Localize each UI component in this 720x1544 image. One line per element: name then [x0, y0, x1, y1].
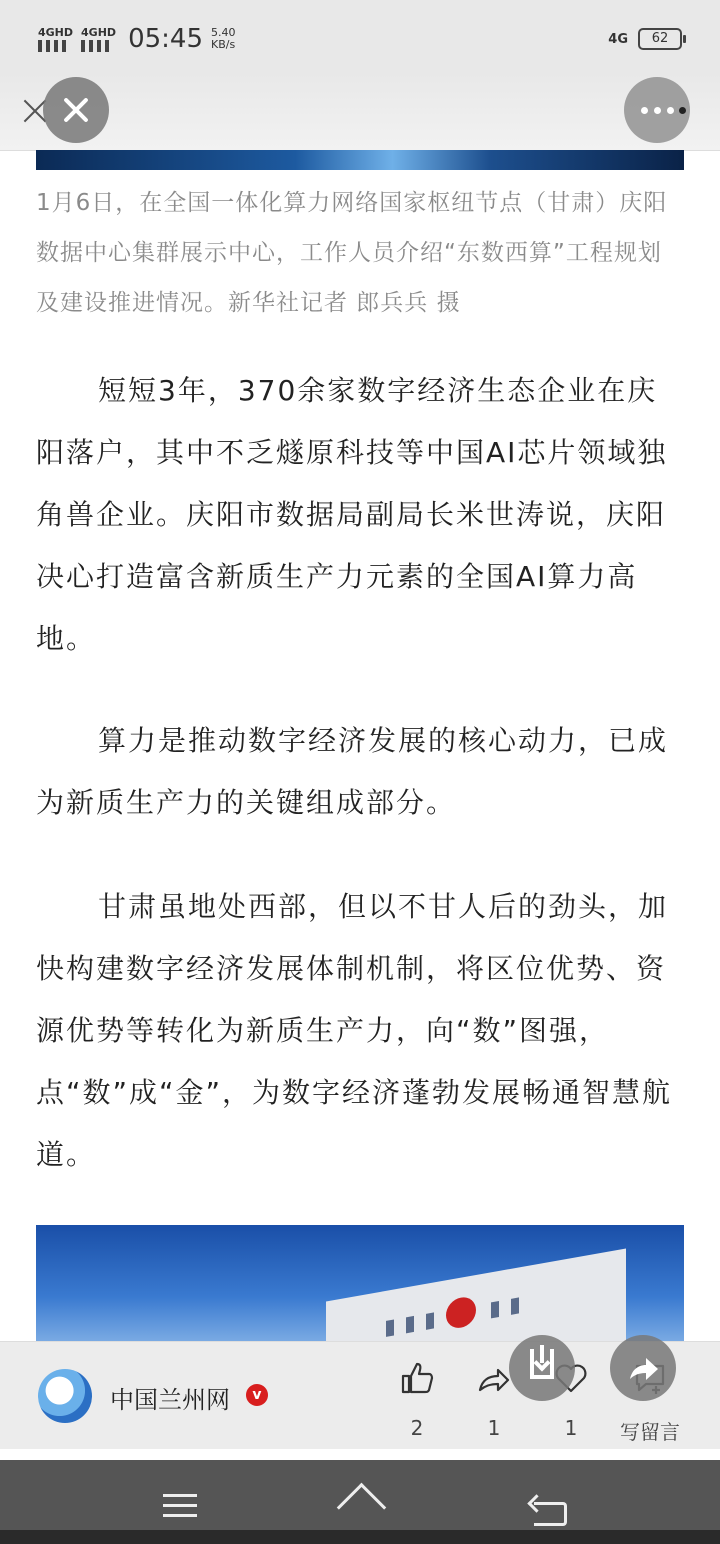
window	[406, 1316, 414, 1333]
mobile-signal-icon: 4G	[608, 31, 628, 47]
network-indicator-2	[81, 27, 116, 52]
more-dot	[654, 107, 661, 114]
article-image-top	[36, 150, 684, 170]
floating-share-button[interactable]	[610, 1335, 676, 1401]
favorite-count: 1	[564, 1416, 578, 1440]
network-label: 4GHD	[81, 25, 117, 39]
signal-bars-icon	[81, 40, 111, 52]
download-button[interactable]	[509, 1335, 575, 1401]
status-bar	[0, 0, 720, 72]
speed-unit: KB/s	[211, 38, 236, 51]
home-icon	[337, 1483, 386, 1532]
bottom-edge	[0, 1530, 720, 1544]
speed-value: 5.40	[211, 26, 236, 39]
status-right	[608, 28, 682, 50]
menu-line	[163, 1494, 197, 1497]
menu-line	[163, 1514, 197, 1517]
network-label: 4GHD	[38, 25, 74, 39]
building-illustration	[326, 1249, 626, 1345]
signal-bars-icon	[38, 40, 68, 52]
article-paragraph: 甘肃虽地处西部，但以不甘人后的劲头，加快构建数字经济发展体制机制，将区位优势、资源优势等转化为新质生产力，向“数”图强，点“数”成“金”，为数字经济蓬勃发展畅通智慧航道。	[36, 890, 673, 1171]
source-name[interactable]: 中国兰州网	[110, 1386, 230, 1414]
photo-caption: 1月6日，在全国一体化算力网络国家枢纽节点（甘肃）庆阳数据中心集群展示中心，工作人员介绍“东数西算”工程规划及建设推进情况。新华社记者 郎兵兵 摄	[36, 190, 668, 316]
share-count: 1	[487, 1416, 501, 1440]
logo-mark	[446, 1295, 476, 1330]
article-paragraph: 算力是推动数字经济发展的核心动力，已成为新质生产力的关键组成部分。	[36, 724, 669, 819]
battery-icon: 62	[638, 28, 682, 50]
home-button[interactable]	[335, 1480, 385, 1524]
download-icon	[530, 1349, 554, 1379]
menu-line	[163, 1504, 197, 1507]
thumbs-up-icon	[387, 1360, 447, 1400]
back-button[interactable]	[530, 1480, 580, 1524]
like-count: 2	[410, 1416, 424, 1440]
article-paragraph: 短短3年，370余家数字经济生态企业在庆阳落户，其中不乏燧原科技等中国AI芯片领域独角兽企业。庆阳市数据局副局长米世涛说，庆阳决心打造富含新质生产力元素的全国AI算力高地。	[36, 374, 668, 655]
verified-badge-icon: v	[246, 1384, 268, 1406]
network-speed	[211, 27, 236, 51]
status-left	[38, 24, 236, 54]
more-dot	[667, 107, 674, 114]
article-photo[interactable]	[36, 1225, 684, 1345]
window	[511, 1297, 519, 1314]
window	[426, 1312, 434, 1329]
network-indicator-1	[38, 27, 73, 52]
window	[386, 1319, 394, 1336]
more-icon	[679, 107, 686, 114]
window	[491, 1301, 499, 1318]
top-nav	[0, 72, 720, 151]
clock: 05:45	[128, 24, 203, 54]
write-comment-label: 写留言	[620, 1420, 680, 1444]
floating-close-button[interactable]	[43, 77, 109, 143]
share-icon	[628, 1349, 660, 1391]
more-dot	[641, 107, 648, 114]
source-logo[interactable]	[38, 1369, 92, 1423]
menu-button[interactable]	[155, 1480, 205, 1524]
like-button[interactable]	[387, 1360, 447, 1440]
